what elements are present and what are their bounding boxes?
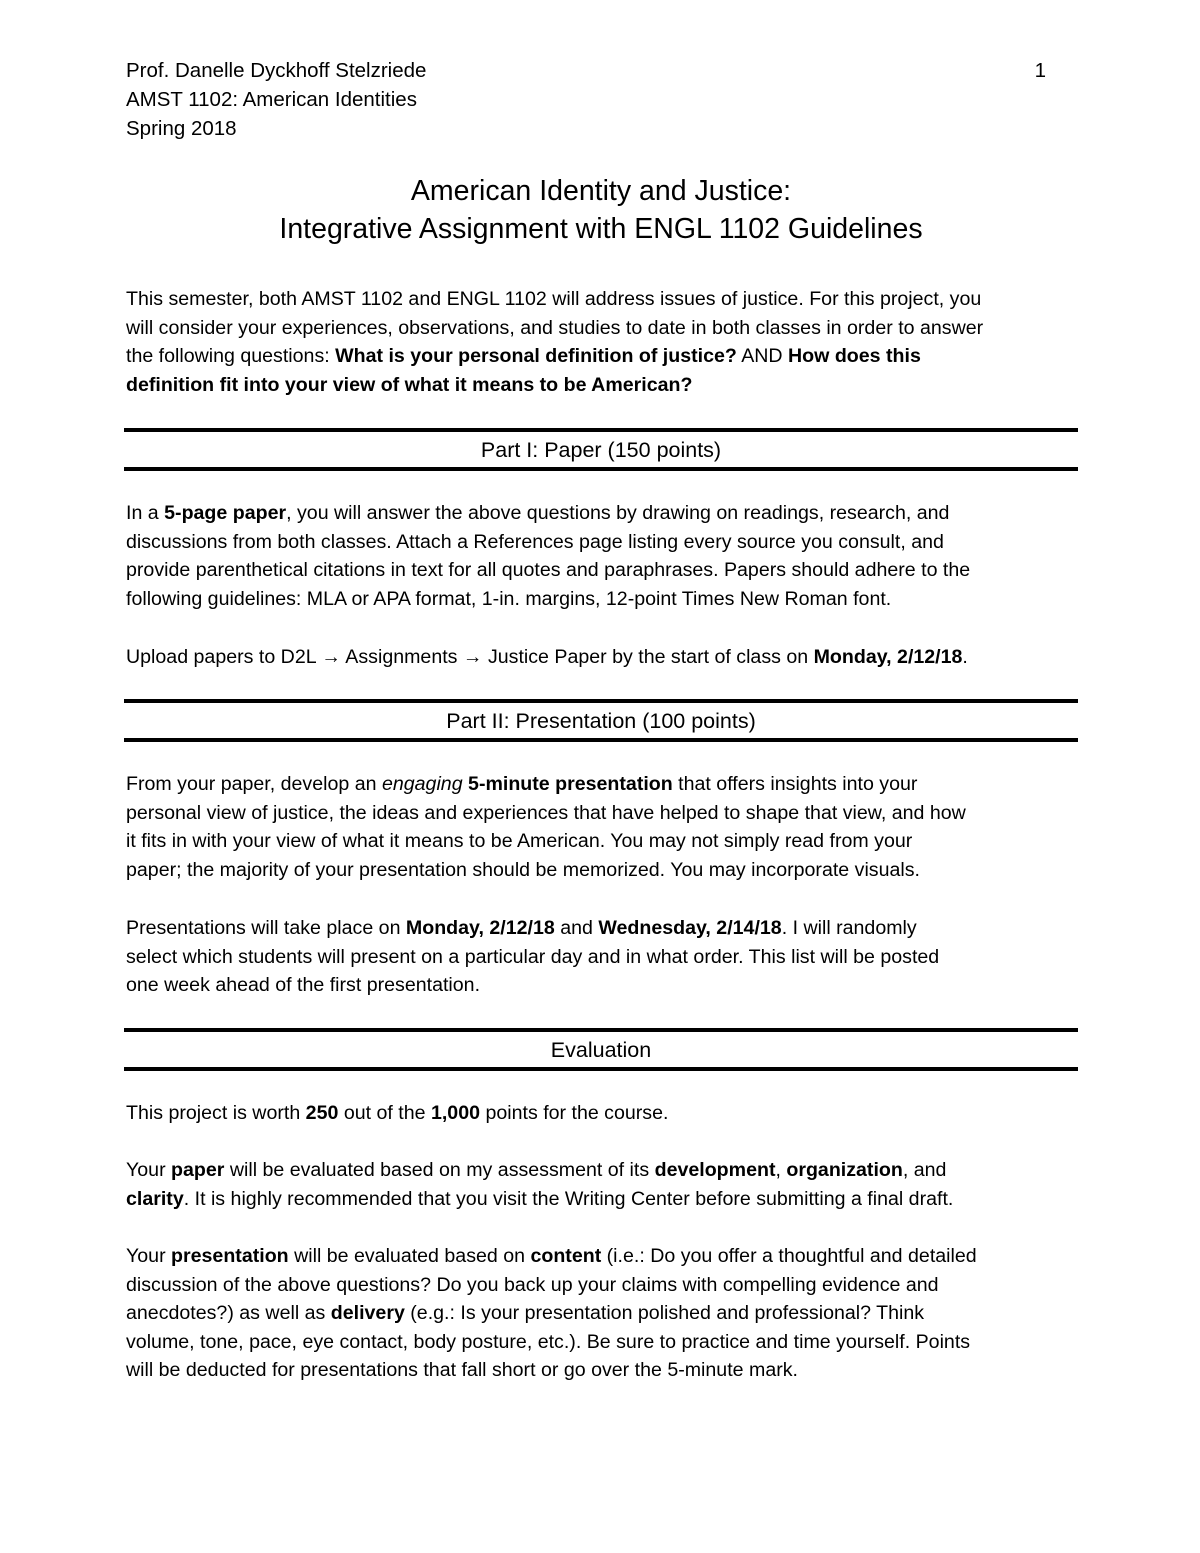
title-line-2: Integrative Assignment with ENGL 1102 Guidelines: [279, 213, 923, 245]
part2-paragraph-1: [126, 770, 1081, 884]
page-number: 1: [1034, 59, 1046, 82]
evaluation-paragraph-1: [126, 1099, 1081, 1128]
paragraph-line: This project is worth 250 out of the 1,000 points for the course.: [126, 1102, 669, 1124]
evaluation-paragraph-3: [126, 1242, 1081, 1385]
section-heading-part2: Part II: Presentation (100 points): [124, 699, 1078, 742]
arrow-icon: →: [321, 646, 341, 668]
evaluation-paragraph-2: [126, 1156, 1081, 1213]
paragraph-line: Your paper will be evaluated based on my assessment of its development, organization, and: [126, 1159, 947, 1181]
intro-line: This semester, both AMST 1102 and ENGL 1102 will address issues of justice. For this project, you: [126, 288, 982, 310]
term: Spring 2018: [126, 117, 237, 140]
section-heading-part1: Part I: Paper (150 points): [124, 428, 1078, 471]
paragraph-line: discussions from both classes. Attach a References page listing every source you consult, and: [126, 530, 944, 553]
intro-line: the following questions: What is your personal definition of justice? AND How does this: [126, 345, 921, 368]
intro-line: definition fit into your view of what it means to be American?: [126, 373, 693, 396]
paragraph-line: discussion of the above questions? Do you back up your claims with compelling evidence and: [126, 1273, 939, 1296]
paragraph-line: will be deducted for presentations that fall short or go over the 5-minute mark.: [126, 1359, 798, 1382]
arrow-icon: →: [462, 646, 483, 668]
part1-paragraph-1: [126, 499, 1081, 613]
document-header: [126, 56, 1046, 143]
paragraph-line: it fits in with your view of what it means to be American. You may not simply read from your: [126, 830, 913, 853]
course-name: AMST 1102: American Identities: [126, 88, 417, 111]
part1-paragraph-2: [126, 643, 1081, 672]
paragraph-line: Upload papers to D2L → Assignments → Justice Paper by the start of class on Monday, 2/12/18.: [126, 646, 968, 668]
part2-paragraph-2: [126, 914, 1081, 1000]
intro-paragraph: [126, 285, 1081, 399]
paragraph-line: select which students will present on a particular day and in what order. This list will be posted: [126, 945, 940, 968]
paragraph-line: personal view of justice, the ideas and experiences that have helped to shape that view, and how: [126, 801, 966, 824]
paragraph-line: following guidelines: MLA or APA format, 1-in. margins, 12-point Times New Roman font.: [126, 587, 892, 610]
paragraph-line: From your paper, develop an engaging 5-minute presentation that offers insights into your: [126, 773, 918, 795]
paragraph-line: paper; the majority of your presentation should be memorized. You may incorporate visuals.: [126, 858, 920, 881]
paragraph-line: anecdotes?) as well as delivery (e.g.: Is your presentation polished and professional? Think: [126, 1302, 925, 1325]
paragraph-line: In a 5-page paper, you will answer the above questions by drawing on readings, research, and: [126, 502, 950, 524]
paragraph-line: one week ahead of the first presentation.: [126, 974, 481, 997]
section-heading-evaluation: Evaluation: [124, 1028, 1078, 1071]
paragraph-line: Presentations will take place on Monday, 2/12/18 and Wednesday, 2/14/18. I will randomly: [126, 917, 917, 939]
title-line-1: American Identity and Justice:: [410, 175, 792, 207]
intro-line: will consider your experiences, observations, and studies to date in both classes in order to answer: [126, 316, 984, 339]
professor-name: Prof. Danelle Dyckhoff Stelzriede: [126, 59, 427, 82]
paragraph-line: provide parenthetical citations in text for all quotes and paraphrases. Papers should adhere to the: [126, 559, 971, 582]
paragraph-line: volume, tone, pace, eye contact, body posture, etc.). Be sure to practice and time yourself. Points: [126, 1330, 971, 1353]
page-title: [126, 172, 1076, 248]
paragraph-line: Your presentation will be evaluated based on content (i.e.: Do you offer a thoughtful and detailed: [126, 1245, 977, 1267]
paragraph-line: clarity. It is highly recommended that you visit the Writing Center before submitting a final draft.: [126, 1187, 954, 1210]
